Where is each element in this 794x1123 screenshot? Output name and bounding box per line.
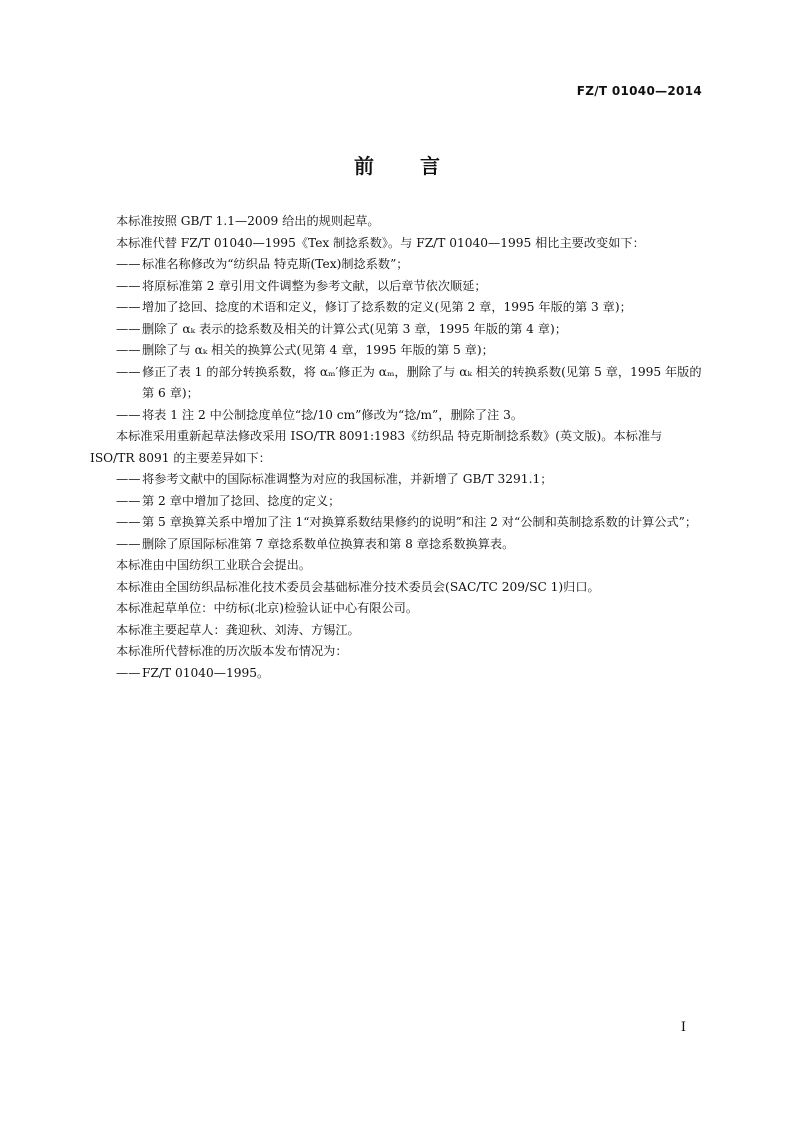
page-number: I — [680, 1020, 686, 1035]
page-title: 前言 — [354, 154, 486, 178]
list-item: —— 将参考文献中的国际标准调整为对应的我国标准，并新增了 GB/T 3291.1； — [90, 469, 704, 491]
list-item: —— 标准名称修改为“纺织品 特克斯(Tex)制捻系数”； — [90, 254, 704, 276]
dash-mark: —— — [116, 364, 141, 379]
list-item: —— 删除了原国际标准第 7 章捻系数单位换算表和第 8 章捻系数换算表。 — [90, 534, 704, 556]
list-item: —— FZ/T 01040—1995。 — [90, 663, 704, 685]
list-item: —— 增加了捻回、捻度的术语和定义，修订了捻系数的定义(见第 2 章，1995 年版的第 3 章)； — [90, 297, 704, 319]
dash-mark: —— — [116, 515, 141, 529]
list-item: —— 将原标准第 2 章引用文件调整为参考文献，以后章节依次顺延； — [90, 276, 704, 298]
dash-mark: —— — [116, 278, 141, 293]
dash-mark: —— — [116, 665, 141, 680]
dash-mark: —— — [116, 493, 141, 508]
paragraph: 本标准按照 GB/T 1.1—2009 给出的规则起草。 — [116, 214, 380, 228]
dash-mark: —— — [116, 343, 141, 357]
list-item: —— 修正了表 1 的部分转换系数，将 αₘ′修正为 αₘ，删除了与 αₖ 相关的转换系数(见第 5 章，1995 年版的第 6 章)； — [90, 362, 704, 405]
document-code: FZ/T 01040—2014 — [576, 84, 702, 98]
paragraph: 本标准起草单位：中纺标(北京)检验认证中心有限公司。 — [116, 601, 419, 615]
paragraph: 本标准所代替标准的历次版本发布情况为： — [116, 644, 348, 658]
document-body — [90, 211, 704, 684]
paragraph: 本标准由全国纺织品标准化技术委员会基础标准分技术委员会(SAC/TC 209/SC 1)归口。 — [116, 579, 600, 594]
list-item: —— 第 2 章中增加了捻回、捻度的定义； — [90, 491, 704, 513]
list-item: —— 删除了 αₖ 表示的捻系数及相关的计算公式(见第 3 章，1995 年版的第 4 章)； — [90, 319, 704, 341]
list-item: —— 第 5 章换算关系中增加了注 1“对换算系数结果修约的说明”和注 2 对“公制和英制捻系数的计算公式”； — [90, 512, 704, 534]
paragraph: 本标准主要起草人：龚迎秋、刘涛、方锡江。 — [116, 622, 360, 637]
dash-mark: —— — [116, 472, 141, 486]
paragraph: 本标准代替 FZ/T 01040—1995《Tex 制捻系数》。与 FZ/T 01040—1995 相比主要改变如下： — [116, 235, 645, 250]
list-item: —— 删除了与 αₖ 相关的换算公式(见第 4 章，1995 年版的第 5 章)； — [90, 340, 704, 362]
dash-mark: —— — [116, 321, 141, 336]
dash-mark: —— — [116, 257, 141, 271]
list-item: —— 将表 1 注 2 中公制捻度单位“捻/10 cm”修改为“捻/m”，删除了注 3。 — [90, 405, 704, 427]
dash-mark: —— — [116, 536, 141, 551]
paragraph: 本标准由中国纺织工业联合会提出。 — [116, 558, 311, 572]
dash-mark: —— — [116, 300, 141, 314]
dash-mark: —— — [116, 407, 141, 422]
paragraph: 本标准采用重新起草法修改采用 ISO/TR 8091:1983《纺织品 特克斯制捻系数》(英文版)。本标准与 ISO/TR 8091 的主要差异如下： — [90, 429, 663, 465]
